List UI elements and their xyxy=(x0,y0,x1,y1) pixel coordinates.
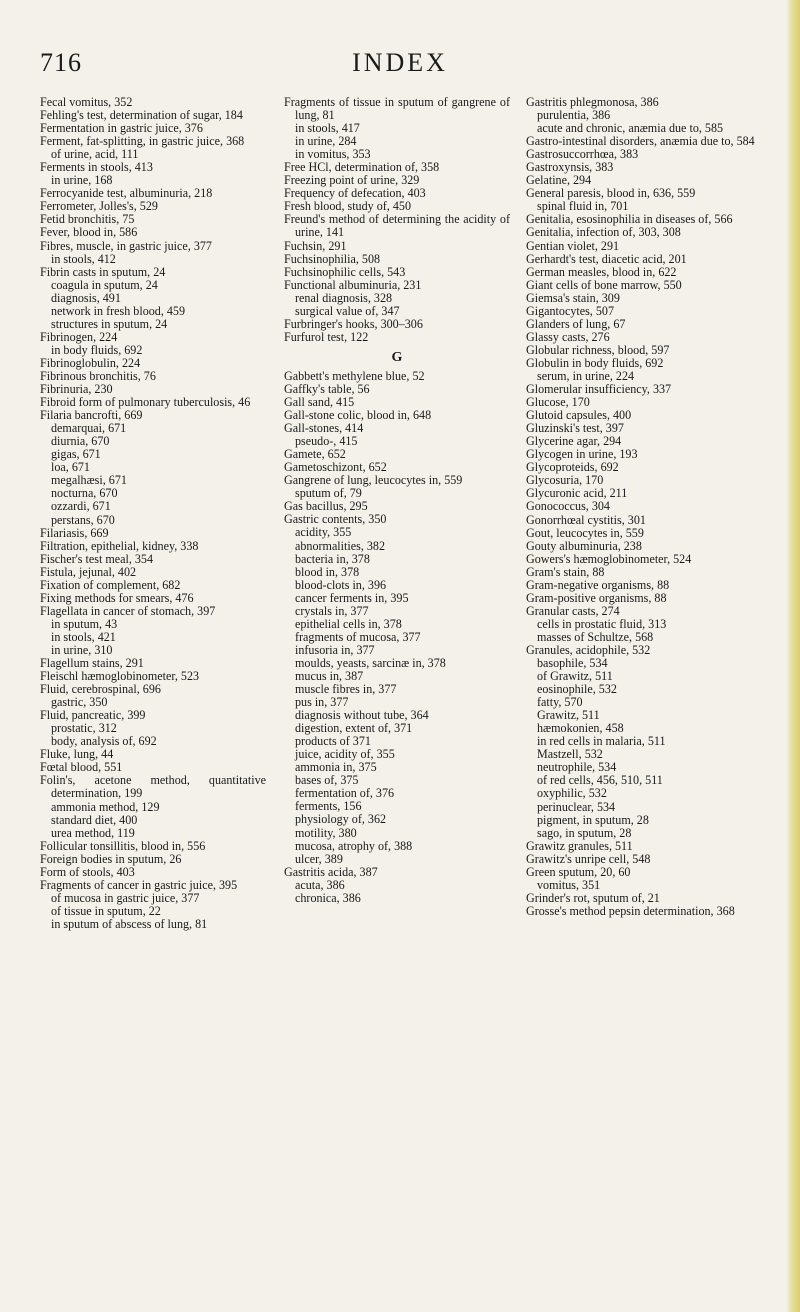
index-entry: Gerhardt's test, diacetic acid, 201 xyxy=(526,251,687,266)
index-entry: Glycerine agar, 294 xyxy=(526,434,622,449)
index-entry: Glucose, 170 xyxy=(526,395,590,410)
index-subentry: abnormalities, 382 xyxy=(295,538,386,553)
index-entry: Gangrene of lung, leucocytes in, 559 xyxy=(284,473,463,488)
index-subentry: fragments of mucosa, 377 xyxy=(295,629,421,644)
index-entry: Gastroxynsis, 383 xyxy=(526,160,614,175)
index-entry: Gigantocytes, 507 xyxy=(526,303,614,318)
index-subentry: standard diet, 400 xyxy=(51,812,138,827)
index-subentry: infusoria in, 377 xyxy=(295,642,375,657)
index-subentry: sago, in sputum, 28 xyxy=(537,825,632,840)
index-subentry: loa, 671 xyxy=(51,460,90,475)
index-entry: Fischer's test meal, 354 xyxy=(40,551,154,566)
index-entry: Glycogen in urine, 193 xyxy=(526,447,638,462)
index-entry: Gowers's hæmoglobinometer, 524 xyxy=(526,551,692,566)
index-entry: Gastro-intestinal disorders, anæmia due to, 584 xyxy=(526,134,755,149)
index-subentry: in sputum, 43 xyxy=(51,616,118,631)
index-subentry: surgical value of, 347 xyxy=(295,303,400,318)
index-subentry: renal diagnosis, 328 xyxy=(295,290,393,305)
index-subentry: in sputum of abscess of lung, 81 xyxy=(51,916,208,931)
index-entry: Gamete, 652 xyxy=(284,447,346,462)
index-subentry: bacteria in, 378 xyxy=(295,551,370,566)
index-subentry: basophile, 534 xyxy=(537,656,608,671)
index-entry: Fuchsin, 291 xyxy=(284,238,347,253)
index-entry: Fibrinous bronchitis, 76 xyxy=(40,368,156,383)
index-entry: Flagellata in cancer of stomach, 397 xyxy=(40,603,216,618)
index-subentry: prostatic, 312 xyxy=(51,721,117,736)
index-subentry: acute and chronic, anæmia due to, 585 xyxy=(537,121,724,136)
index-subentry: motility, 380 xyxy=(295,825,357,840)
index-entry: Ferrocyanide test, albuminuria, 218 xyxy=(40,186,213,201)
index-subentry: sputum of, 79 xyxy=(295,486,362,501)
index-entry: Gluzinski's test, 397 xyxy=(526,421,624,436)
index-entry: Gastric contents, 350 xyxy=(284,512,387,527)
index-subentry: neutrophile, 534 xyxy=(537,760,617,775)
index-subentry: cancer ferments in, 395 xyxy=(295,590,409,605)
index-subentry: spinal fluid in, 701 xyxy=(537,199,629,214)
index-entry: Gas bacillus, 295 xyxy=(284,499,368,514)
index-entry: Furbringer's hooks, 300–306 xyxy=(284,316,423,331)
index-subentry: diagnosis, 491 xyxy=(51,290,121,305)
index-entry: Fuchsinophilia, 508 xyxy=(284,251,381,266)
index-entry: Fecal vomitus, 352 xyxy=(40,95,133,109)
index-subentry: in stools, 412 xyxy=(51,251,116,266)
index-entry: Gastritis acida, 387 xyxy=(284,864,378,879)
index-entry: Fragments of tissue in sputum of gangrene of lung, 81 xyxy=(284,95,510,123)
index-entry: Glycuronic acid, 211 xyxy=(526,486,628,501)
index-entry: Glanders of lung, 67 xyxy=(526,316,626,331)
index-subentry: urea method, 119 xyxy=(51,825,135,840)
index-subentry: in red cells in malaria, 511 xyxy=(537,734,666,749)
index-entry: Gram's stain, 88 xyxy=(526,564,605,579)
index-entry: Gram-negative organisms, 88 xyxy=(526,577,670,592)
index-entry: Gabbett's methylene blue, 52 xyxy=(284,368,425,383)
index-entry: Glassy casts, 276 xyxy=(526,329,610,344)
index-entry: Fixing methods for smears, 476 xyxy=(40,590,194,605)
page-number: 716 xyxy=(40,48,82,77)
index-entry: Gram-positive organisms, 88 xyxy=(526,590,667,605)
index-subentry: ammonia method, 129 xyxy=(51,799,160,814)
index-subentry: in vomitus, 353 xyxy=(295,147,371,162)
index-entry: Ferrometer, Jolles's, 529 xyxy=(40,199,158,214)
index-subentry: network in fresh blood, 459 xyxy=(51,303,186,318)
index-subentry: diurnia, 670 xyxy=(51,434,110,449)
index-entry: Gall sand, 415 xyxy=(284,394,355,409)
index-entry: Fistula, jejunal, 402 xyxy=(40,564,137,579)
section-letter: G xyxy=(391,349,403,365)
index-subentry: crystals in, 377 xyxy=(295,603,369,618)
index-entry: Fehling's test, determination of sugar, 184 xyxy=(40,108,243,123)
index-entry: Glycoproteids, 692 xyxy=(526,460,619,475)
index-entry: Granular casts, 274 xyxy=(526,603,620,618)
index-entry: Globular richness, blood, 597 xyxy=(526,342,670,357)
index-entry: Grawitz granules, 511 xyxy=(526,838,633,853)
index-column-1 xyxy=(40,96,266,931)
index-subentry: pigment, in sputum, 28 xyxy=(537,812,649,827)
index-entry: Grosse's method pepsin determination, 368 xyxy=(526,903,735,918)
index-entry: Functional albuminuria, 231 xyxy=(284,277,422,292)
index-subentry: in urine, 310 xyxy=(51,642,113,657)
index-entry: Freezing point of urine, 329 xyxy=(284,173,420,188)
index-entry: Fibrin casts in sputum, 24 xyxy=(40,264,166,279)
index-entry: Gelatine, 294 xyxy=(526,173,592,188)
index-subentry: eosinophile, 532 xyxy=(537,682,617,697)
index-subentry: ammonia in, 375 xyxy=(295,760,377,775)
index-subentry: cells in prostatic fluid, 313 xyxy=(537,616,667,631)
index-entry: Filtration, epithelial, kidney, 338 xyxy=(40,538,199,553)
index-subentry: body, analysis of, 692 xyxy=(51,734,157,749)
index-entry: Grinder's rot, sputum of, 21 xyxy=(526,890,660,905)
index-entry: Fixation of complement, 682 xyxy=(40,577,181,592)
index-entry: Globulin in body fluids, 692 xyxy=(526,355,664,370)
index-subentry: blood-clots in, 396 xyxy=(295,577,387,592)
index-entry: Frequency of defecation, 403 xyxy=(284,186,426,201)
index-entry: Fermentation in gastric juice, 376 xyxy=(40,121,203,136)
index-subentry: purulentia, 386 xyxy=(537,108,611,123)
index-entry: Granules, acidophile, 532 xyxy=(526,642,651,657)
index-entry: Fluid, pancreatic, 399 xyxy=(40,708,146,723)
index-subentry: chronica, 386 xyxy=(295,890,361,905)
index-subentry: acidity, 355 xyxy=(295,525,352,540)
index-subentry: vomitus, 351 xyxy=(537,877,601,892)
index-subentry: perstans, 670 xyxy=(51,512,115,527)
index-subentry: blood in, 378 xyxy=(295,564,360,579)
page-header xyxy=(40,48,760,78)
index-subentry: serum, in urine, 224 xyxy=(537,368,635,383)
index-entry: Filaria bancrofti, 669 xyxy=(40,408,143,423)
index-entry: Fetid bronchitis, 75 xyxy=(40,212,135,227)
index-entry: Gouty albuminuria, 238 xyxy=(526,538,642,553)
index-subentry: of tissue in sputum, 22 xyxy=(51,903,161,918)
index-entry: Furfurol test, 122 xyxy=(284,329,369,344)
index-subentry: mucus in, 387 xyxy=(295,668,364,683)
page-title: INDEX xyxy=(352,48,448,77)
index-entry: Glycosuria, 170 xyxy=(526,473,604,488)
index-columns xyxy=(40,96,780,1296)
index-entry: Gall-stone colic, blood in, 648 xyxy=(284,408,432,423)
index-entry: Fresh blood, study of, 450 xyxy=(284,199,411,214)
index-subentry: Grawitz, 511 xyxy=(537,708,600,723)
index-subentry: acuta, 386 xyxy=(295,877,345,892)
index-subentry: in stools, 417 xyxy=(295,121,360,136)
page-edge-stain xyxy=(786,0,800,1312)
index-entry: Flagellum stains, 291 xyxy=(40,656,144,671)
index-subentry: structures in sputum, 24 xyxy=(51,316,168,331)
index-subentry: perinuclear, 534 xyxy=(537,799,616,814)
index-subentry: masses of Schultze, 568 xyxy=(537,629,654,644)
index-entry: Green sputum, 20, 60 xyxy=(526,864,631,879)
index-subentry: bases of, 375 xyxy=(295,773,359,788)
index-subentry: in body fluids, 692 xyxy=(51,342,143,357)
index-subentry: of urine, acid, 111 xyxy=(51,147,139,162)
index-entry: Grawitz's unripe cell, 548 xyxy=(526,851,651,866)
index-column-2 xyxy=(284,96,510,905)
index-entry: Genitalia, infection of, 303, 308 xyxy=(526,225,681,240)
index-subentry: ferments, 156 xyxy=(295,799,362,814)
index-entry: Ferments in stools, 413 xyxy=(40,160,153,175)
index-entry: Follicular tonsillitis, blood in, 556 xyxy=(40,838,206,853)
index-entry: Giemsa's stain, 309 xyxy=(526,290,620,305)
index-entry: Gastritis phlegmonosa, 386 xyxy=(526,95,659,109)
index-entry: German measles, blood in, 622 xyxy=(526,264,677,279)
index-subentry: hæmokonien, 458 xyxy=(537,721,624,736)
index-entry: Freund's method of determining the acidity of urine, 141 xyxy=(284,212,510,240)
index-subentry: of mucosa in gastric juice, 377 xyxy=(51,890,200,905)
index-entry: Gentian violet, 291 xyxy=(526,238,620,253)
index-entry: Gastrosuccorrhœa, 383 xyxy=(526,147,639,162)
index-entry: Fibrinuria, 230 xyxy=(40,382,113,397)
index-subentry: digestion, extent of, 371 xyxy=(295,721,413,736)
index-subentry: juice, acidity of, 355 xyxy=(295,747,395,762)
index-entry: Foreign bodies in sputum, 26 xyxy=(40,851,182,866)
index-entry: Free HCl, determination of, 358 xyxy=(284,160,440,175)
index-subentry: ulcer, 389 xyxy=(295,851,343,866)
index-entry: Ferment, fat-splitting, in gastric juice, 368 xyxy=(40,134,245,149)
index-subentry: gastric, 350 xyxy=(51,695,108,710)
index-subentry: gigas, 671 xyxy=(51,447,101,462)
index-entry: Fœtal blood, 551 xyxy=(40,760,123,775)
index-entry: Filariasis, 669 xyxy=(40,525,109,540)
index-subentry: pseudo-, 415 xyxy=(295,434,358,449)
index-subentry: in urine, 284 xyxy=(295,134,357,149)
index-entry: Fibroid form of pulmonary tuberculosis, 46 xyxy=(40,395,251,410)
index-subentry: megalhæsi, 671 xyxy=(51,473,127,488)
index-subentry: muscle fibres in, 377 xyxy=(295,682,397,697)
index-entry: Fluke, lung, 44 xyxy=(40,747,114,762)
index-entry: Gout, leucocytes in, 559 xyxy=(526,525,644,540)
index-entry: Gaffky's table, 56 xyxy=(284,381,370,396)
index-subentry: nocturna, 670 xyxy=(51,486,118,501)
index-subentry: demarquai, 671 xyxy=(51,421,127,436)
index-subentry: products of 371 xyxy=(295,734,371,749)
index-entry: Fever, blood in, 586 xyxy=(40,225,138,240)
index-entry: Fragments of cancer in gastric juice, 395 xyxy=(40,877,238,892)
index-subentry: mucosa, atrophy of, 388 xyxy=(295,838,413,853)
index-subentry: fatty, 570 xyxy=(537,695,583,710)
index-entry: Gametoschizont, 652 xyxy=(284,460,387,475)
index-subentry: physiology of, 362 xyxy=(295,812,387,827)
index-subentry: fermentation of, 376 xyxy=(295,786,395,801)
index-subentry: Mastzell, 532 xyxy=(537,747,603,762)
index-subentry: coagula in sputum, 24 xyxy=(51,277,158,292)
index-entry: Fluid, cerebrospinal, 696 xyxy=(40,682,161,697)
index-subentry: moulds, yeasts, sarcinæ in, 378 xyxy=(295,655,446,670)
index-subentry: ozzardi, 671 xyxy=(51,499,111,514)
index-subentry: of red cells, 456, 510, 511 xyxy=(537,773,663,788)
index-entry: Fibrinoglobulin, 224 xyxy=(40,355,141,370)
index-entry: Folin's, acetone method, quantitative determination, 199 xyxy=(40,773,266,801)
index-entry: Glomerular insufficiency, 337 xyxy=(526,382,672,397)
index-entry: Gall-stones, 414 xyxy=(284,421,364,436)
index-entry: Giant cells of bone marrow, 550 xyxy=(526,277,682,292)
index-entry: General paresis, blood in, 636, 559 xyxy=(526,186,696,201)
index-entry: Fuchsinophilic cells, 543 xyxy=(284,264,406,279)
index-subentry: diagnosis without tube, 364 xyxy=(295,708,429,723)
index-subentry: pus in, 377 xyxy=(295,695,349,710)
index-subentry: in stools, 421 xyxy=(51,629,116,644)
index-entry: Fibres, muscle, in gastric juice, 377 xyxy=(40,238,212,253)
index-entry: Gonococcus, 304 xyxy=(526,499,610,514)
index-entry: Fibrinogen, 224 xyxy=(40,329,118,344)
index-entry: Glutoid capsules, 400 xyxy=(526,408,632,423)
index-entry: Form of stools, 403 xyxy=(40,864,135,879)
index-subentry: of Grawitz, 511 xyxy=(537,669,613,684)
index-entry: Fleischl hæmoglobinometer, 523 xyxy=(40,669,200,684)
index-subentry: in urine, 168 xyxy=(51,173,113,188)
index-entry: Genitalia, esosinophilia in diseases of, 566 xyxy=(526,212,733,227)
index-subentry: epithelial cells in, 378 xyxy=(295,616,402,631)
index-column-3 xyxy=(526,96,762,918)
index-entry: Gonorrhœal cystitis, 301 xyxy=(526,512,646,527)
index-subentry: oxyphilic, 532 xyxy=(537,786,607,801)
